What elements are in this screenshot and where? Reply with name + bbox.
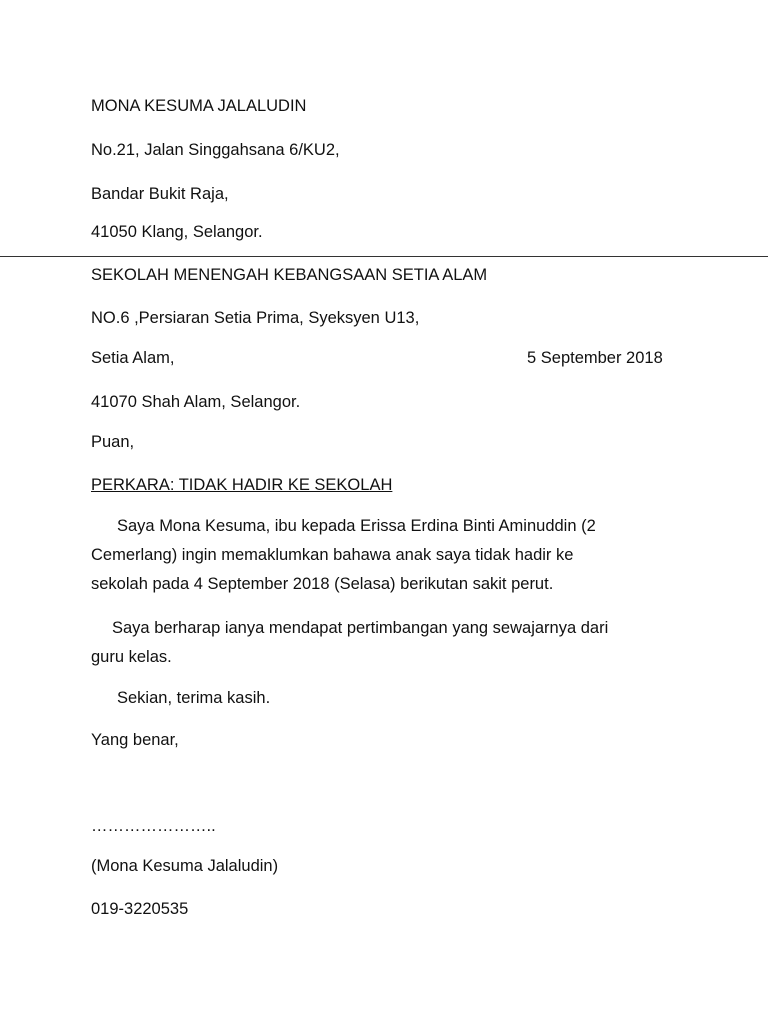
divider-line (0, 256, 768, 257)
letter-date: 5 September 2018 (527, 349, 663, 367)
recipient-address-line-2: Setia Alam, (91, 349, 175, 367)
sender-address-line-1: No.21, Jalan Singgahsana 6/KU2, (91, 141, 340, 159)
signatory-name: (Mona Kesuma Jalaludin) (91, 857, 279, 875)
body-para1-line2: Cemerlang) ingin memaklumkan bahawa anak saya tidak hadir ke (91, 546, 574, 564)
sender-address-line-3: 41050 Klang, Selangor. (91, 223, 263, 241)
sender-name: MONA KESUMA JALALUDIN (91, 97, 307, 115)
body-para1-line3: sekolah pada 4 September 2018 (Selasa) berikutan sakit perut. (91, 575, 554, 593)
salutation: Puan, (91, 433, 135, 451)
sender-address-line-2: Bandar Bukit Raja, (91, 185, 229, 203)
body-para2-line1: Saya berharap ianya mendapat pertimbangan yang sewajarnya dari (112, 619, 609, 637)
subject-line: PERKARA: TIDAK HADIR KE SEKOLAH (91, 476, 393, 494)
phone-number: 019-3220535 (91, 900, 189, 918)
recipient-address-line-1: NO.6 ,Persiaran Setia Prima, Syeksyen U13, (91, 309, 420, 327)
recipient-address-line-3: 41070 Shah Alam, Selangor. (91, 393, 301, 411)
body-para2-line2: guru kelas. (91, 648, 172, 666)
recipient-name: SEKOLAH MENENGAH KEBANGSAAN SETIA ALAM (91, 266, 488, 284)
body-para1-line1: Saya Mona Kesuma, ibu kepada Erissa Erdina Binti Aminuddin (2 (117, 517, 596, 535)
closing: Yang benar, (91, 731, 179, 749)
body-closing-line: Sekian, terima kasih. (117, 689, 271, 707)
signature-dots: ………………….. (91, 817, 216, 835)
